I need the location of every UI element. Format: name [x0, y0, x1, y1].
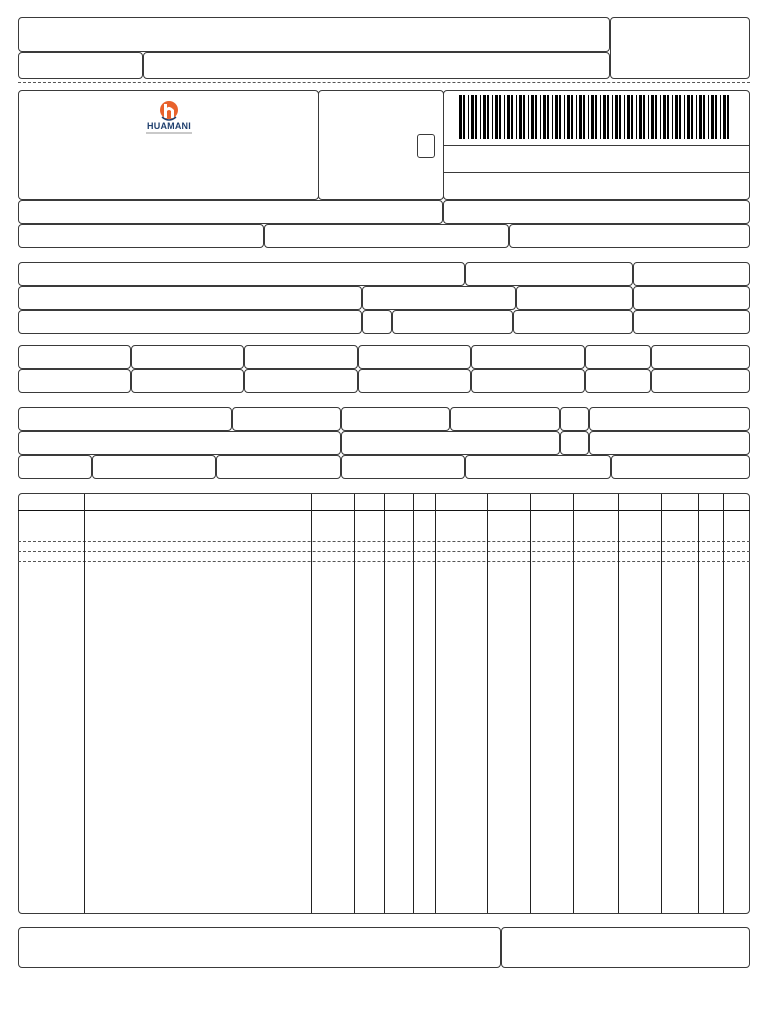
barcode-bar: [516, 95, 517, 139]
barcode-bar: [564, 95, 565, 139]
products-table-column-divider: [661, 494, 662, 913]
barcode-bar: [591, 95, 594, 139]
barcode-bar: [519, 95, 522, 139]
barcode-bar: [660, 95, 661, 139]
cnpj-field: [509, 224, 750, 248]
barcode-bar: [471, 95, 474, 139]
products-table-column-divider: [618, 494, 619, 913]
receipt-field-large: [18, 17, 610, 52]
barcode-bar: [624, 95, 625, 139]
barcode-bar: [708, 95, 709, 139]
barcode-bar: [535, 95, 537, 139]
barcode-bar: [639, 95, 642, 139]
recipient-cnpj-field: [465, 262, 633, 286]
tax-field: [244, 369, 358, 393]
volume-numbering-field: [341, 455, 465, 479]
barcode-bar: [720, 95, 721, 139]
barcode-bar: [684, 95, 685, 139]
access-key-divider-2: [443, 172, 750, 173]
barcode-bar: [559, 95, 561, 139]
carrier-ie-field: [589, 431, 750, 455]
barcode-bar: [675, 95, 678, 139]
products-table-column-divider: [435, 494, 436, 913]
carrier-uf-field: [560, 431, 589, 455]
barcode-bar: [672, 95, 673, 139]
barcode-bar: [600, 95, 601, 139]
barcode-bar: [648, 95, 649, 139]
barcode-bar: [655, 95, 657, 139]
barcode-bar: [631, 95, 633, 139]
entry-exit-checkbox[interactable]: [417, 134, 435, 158]
barcode-bar: [483, 95, 486, 139]
barcode-bar: [643, 95, 645, 139]
recipient-phone-field: [392, 310, 513, 334]
barcode-bar: [480, 95, 481, 139]
vehicle-plate-field: [450, 407, 560, 431]
barcode-bar: [687, 95, 690, 139]
receipt-field-date: [18, 52, 143, 79]
volume-quantity-field: [18, 455, 92, 479]
recipient-district-field: [362, 286, 516, 310]
gross-weight-field: [465, 455, 611, 479]
barcode-bar: [696, 95, 697, 139]
barcode-bar: [595, 95, 597, 139]
barcode-bar: [612, 95, 613, 139]
recipient-exit-date-field: [633, 286, 750, 310]
barcode-bar: [603, 95, 606, 139]
carrier-name-field: [18, 407, 232, 431]
tax-field: [471, 345, 585, 369]
carrier-cnpj-field: [589, 407, 750, 431]
company-logo: [140, 99, 198, 139]
tax-field: [585, 345, 651, 369]
tax-field: [131, 345, 244, 369]
carrier-address-field: [18, 431, 341, 455]
barcode-bar: [463, 95, 465, 139]
tax-field: [651, 369, 750, 393]
barcode-bar: [540, 95, 541, 139]
barcode-bar: [567, 95, 570, 139]
recipient-exit-time-field: [633, 310, 750, 334]
barcode-bar: [499, 95, 501, 139]
tax-field: [585, 369, 651, 393]
barcode-bar: [552, 95, 553, 139]
barcode-bar: [507, 95, 510, 139]
barcode-bar: [459, 95, 462, 139]
logo-wordmark: HUAMANI: [147, 121, 191, 131]
barcode-bar: [571, 95, 573, 139]
state-registration-st-field: [264, 224, 509, 248]
tax-field: [358, 345, 471, 369]
huamani-logo-icon: [140, 99, 198, 123]
tax-field: [358, 369, 471, 393]
barcode-bar: [468, 95, 469, 139]
barcode-bar: [711, 95, 714, 139]
products-table-column-divider: [530, 494, 531, 913]
barcode-bar: [583, 95, 585, 139]
carrier-city-field: [341, 431, 560, 455]
products-table-column-divider: [84, 494, 85, 913]
recipient-name-field: [18, 262, 465, 286]
barcode-bar: [475, 95, 477, 139]
recipient-city-field: [18, 310, 362, 334]
recipient-uf-field: [362, 310, 392, 334]
barcode-bar: [543, 95, 546, 139]
barcode-bar: [528, 95, 529, 139]
barcode-bar: [576, 95, 577, 139]
additional-info-field: [18, 927, 501, 968]
recipient-zip-field: [516, 286, 633, 310]
barcode-bar: [588, 95, 589, 139]
tax-field: [18, 369, 131, 393]
barcode-bar: [667, 95, 669, 139]
tax-field: [18, 345, 131, 369]
barcode-bar: [531, 95, 534, 139]
tax-field: [651, 345, 750, 369]
recipient-address-field: [18, 286, 362, 310]
receipt-field-signature: [143, 52, 610, 79]
fiscal-reserve-field: [501, 927, 750, 968]
barcode-bar: [679, 95, 681, 139]
barcode-bar: [723, 95, 726, 139]
access-key-divider-1: [443, 145, 750, 146]
freight-type-field: [232, 407, 341, 431]
products-table-column-divider: [384, 494, 385, 913]
barcode-bar: [715, 95, 717, 139]
barcode-bar: [511, 95, 513, 139]
receipt-field-number: [610, 17, 750, 79]
barcode-bar: [555, 95, 558, 139]
barcode-bar: [615, 95, 618, 139]
products-table-column-divider: [413, 494, 414, 913]
tax-field: [244, 345, 358, 369]
state-registration-field: [18, 224, 264, 248]
barcode-bar: [547, 95, 549, 139]
products-table-column-divider: [723, 494, 724, 913]
barcode-bar: [492, 95, 493, 139]
barcode-bar: [619, 95, 621, 139]
logo-tagline: [146, 132, 192, 134]
barcode-bar: [663, 95, 666, 139]
barcode-bar: [699, 95, 702, 139]
barcode-bar: [579, 95, 582, 139]
barcode-icon: [459, 95, 733, 139]
protocol-field: [443, 200, 750, 224]
volume-species-field: [92, 455, 216, 479]
barcode-bar: [703, 95, 705, 139]
recipient-issue-date-field: [633, 262, 750, 286]
barcode-bar: [636, 95, 637, 139]
products-table-column-divider: [573, 494, 574, 913]
recipient-ie-field: [513, 310, 633, 334]
barcode-bar: [651, 95, 654, 139]
barcode-bar: [691, 95, 693, 139]
antt-code-field: [341, 407, 450, 431]
barcode-bar: [487, 95, 489, 139]
volume-brand-field: [216, 455, 341, 479]
products-table-column-divider: [698, 494, 699, 913]
barcode-bar: [523, 95, 525, 139]
barcode-bar: [727, 95, 729, 139]
tax-field: [471, 369, 585, 393]
barcode-bar: [495, 95, 498, 139]
products-table-column-divider: [311, 494, 312, 913]
products-table-column-divider: [354, 494, 355, 913]
tax-field: [131, 369, 244, 393]
vehicle-uf-field: [560, 407, 589, 431]
barcode-bar: [504, 95, 505, 139]
cut-line: [18, 82, 750, 83]
net-weight-field: [611, 455, 750, 479]
barcode-bar: [607, 95, 609, 139]
products-table-column-divider: [487, 494, 488, 913]
barcode-bar: [627, 95, 630, 139]
nature-operation-field: [18, 200, 443, 224]
